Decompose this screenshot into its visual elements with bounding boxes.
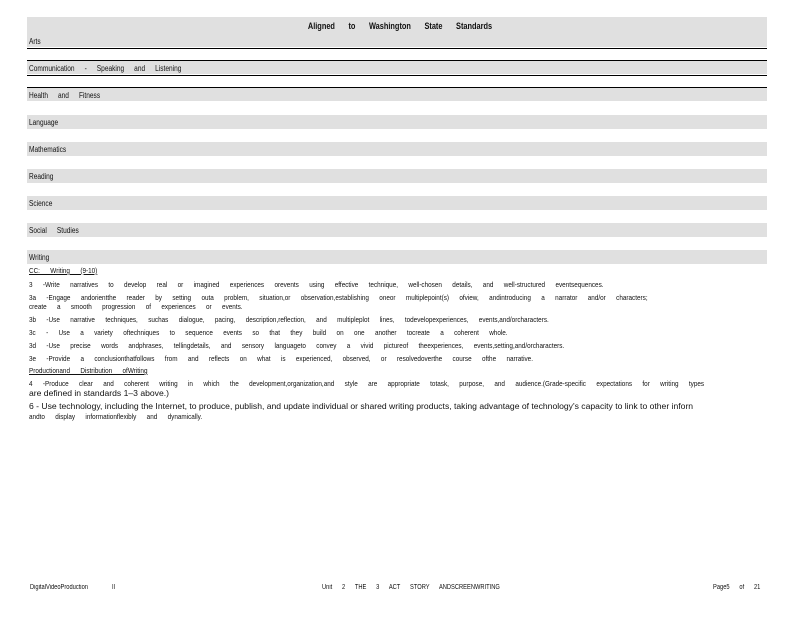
page-title: Aligned to Washington State Standards (307, 21, 493, 31)
section-social-label: Social Studies (29, 226, 79, 235)
section-arts-label: Arts (29, 37, 41, 46)
standard-3a: 3a -Engage andorientthe reader by setting outa problem, situation,or observation,establishing oneor multiplepoint(s) ofview, andintroducing a narrator and/or characters; (29, 293, 648, 302)
footer-course: DigitalVideoProduction (30, 584, 88, 591)
science-band (27, 196, 767, 210)
footer-unit: Unit 2 THE 3 ACT STORY ANDSCREENWRITING (322, 584, 500, 591)
section-communication-label: Communication - Speaking and Listening (29, 64, 182, 73)
standard-6: 6 - Use technology, including the Internet, to produce, publish, and update individual or shared writing products, taking advantage of technology's capacity to link to other inforn (29, 401, 694, 411)
footer-marker: II (112, 584, 116, 591)
standard-3: 3 -Write narratives to develop real or imagined experiences orevents using effective technique, well-chosen details, and well-structured eventsequences. (29, 280, 604, 289)
standard-3d: 3d -Use precise words andphrases, tellingdetails, and sensory languageto convey a vivid pictureof theexperiences, events,setting,and/orcharacters. (29, 341, 565, 350)
footer-page-number: Page5 of 21 (713, 584, 761, 591)
cc-writing-heading: CC: Writing (9-10) (29, 266, 98, 275)
standard-3a-cont: create a smooth progression of experiences or events. (29, 302, 243, 311)
section-health-label: Health and Fitness (29, 91, 101, 100)
section-writing-label: Writing (29, 253, 50, 262)
reading-band (27, 169, 767, 183)
writing-band (27, 250, 767, 264)
mathematics-band (27, 142, 767, 156)
health-band (27, 88, 767, 101)
divider (27, 48, 767, 49)
section-science-label: Science (29, 199, 53, 208)
standard-4: 4 -Produce clear and coherent writing in which the development,organization,and style are appropriate totask, purpose, and audience.(Grade-specific expectations for writing types (29, 379, 705, 388)
standard-3e: 3e -Provide a conclusionthatfollows from and reflects on what is experienced, observed, or resolvedoverthe course ofthe narrative. (29, 354, 533, 363)
standard-6-cont: andto display informationflexibly and dynamically. (29, 412, 203, 421)
production-heading: Productionand Distribution ofWriting (29, 366, 148, 375)
standard-3b: 3b -Use narrative techniques, suchas dialogue, pacing, description,reflection, and multipleplot lines, todevelopexperiences, events,and/orcharacters. (29, 315, 549, 324)
standard-4-cont: are defined in standards 1–3 above.) (29, 388, 169, 398)
standard-3c: 3c - Use a variety oftechniques to sequence events so that they build on one another tocreate a coherent whole. (29, 328, 508, 337)
section-reading-label: Reading (29, 172, 54, 181)
divider (27, 75, 767, 76)
section-language-label: Language (29, 118, 59, 127)
social-band (27, 223, 767, 237)
section-mathematics-label: Mathematics (29, 145, 67, 154)
language-band (27, 115, 767, 129)
